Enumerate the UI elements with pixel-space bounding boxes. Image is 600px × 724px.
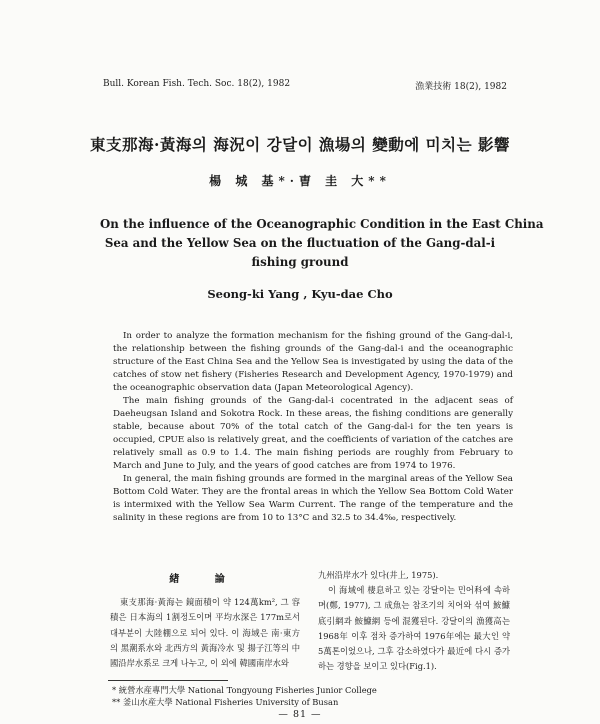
journal-citation-ko: 漁業技術 18(2), 1982 xyxy=(415,82,507,92)
body-paragraph: 東支那海·黃海는 鏡面積이 약 124萬km², 그 容積은 日本海의 1割정도이며 平均水深은 177m로서 대부분이 大陸棚으로 되어 있다. 이 海域은 南·東方의 黑潮系水와 北西方의 黃海冷水 및 揚子江等의 中國沿岸水系로 크게 나누고, 이 외에 韓國南岸水와 xyxy=(110,597,300,669)
footnotes xyxy=(112,684,377,708)
page-number: — 81 — xyxy=(278,709,322,720)
title-english-line: Sea and the Yellow Sea on the fluctuation of the Gang-dal-i xyxy=(104,236,496,250)
abstract-paragraph: In order to analyze the formation mechanism for the fishing ground of the Gang-dal-i, the relationship between the fishing grounds of the Gang-dal-i and the oceanographic structure of the East China Sea and the Yellow Sea is investigated by using the data of the catches of stow net fishery (Fisheries Research and Development Agency, 1970-1979) and the oceanographic observation data (Japan Meteorological Agency). xyxy=(113,331,513,393)
body-column-left xyxy=(110,568,300,671)
body-column-right xyxy=(318,568,510,674)
body-paragraph: 九州沿岸水가 있다(井上, 1975). xyxy=(318,570,439,580)
footnote-divider xyxy=(108,680,228,681)
footnote: ** 釜山水産大學 National Fisheries University of Busan xyxy=(112,697,339,707)
title-english-line: fishing ground xyxy=(251,255,349,269)
title-korean: 東支那海·黃海의 海況이 강달이 漁場의 變動에 미치는 影響 xyxy=(89,135,510,154)
body-paragraph: 이 海域에 棲息하고 있는 강달이는 민어科에 속하며(鄭, 1977), 그 成魚는 참조기의 치어와 섞여 鮟鱇底引網과 鮟鱇網 등에 混獲된다. 강달이의 漁獲高는 1968年 이후 점차 증가하여 1976年에는 最大인 약 5萬톤이었으나, 그후 감소하였다가 最近에 다시 증가하는 경향을 보이고 있다(Fig.1). xyxy=(318,585,510,672)
title-english xyxy=(100,215,544,272)
abstract-paragraph: The main fishing grounds of the Gang-dal-i cocentrated in the adjacent seas of Daeheugsan Island and Sokotra Rock. In these areas, the fishing conditions are generally stable, because about 70% of the total catch of the Gang-dal-i for the ten years is occupied, CPUE also is relatively great, and the coefficients of variation of the catches are relatively small as 0.9 to 1.4. The main fishing periods are roughly from February to March and June to July, and the years of good catches are from 1974 to 1976. xyxy=(113,396,513,471)
title-english-line: On the influence of the Oceanographic Condition in the East China xyxy=(100,217,544,231)
journal-citation-en: Bull. Korean Fish. Tech. Soc. 18(2), 1982 xyxy=(103,79,291,89)
authors-korean: 楊 城 基*·曺 圭 大** xyxy=(209,174,391,188)
section-heading: 緖 論 xyxy=(169,574,241,585)
footnote: * 統營水産專門大學 National Tongyoung Fisheries Junior College xyxy=(112,685,377,695)
abstract xyxy=(113,330,513,525)
authors-english: Seong-ki Yang , Kyu-dae Cho xyxy=(207,287,393,301)
abstract-paragraph: In general, the main fishing grounds are formed in the marginal areas of the Yellow Sea Bottom Cold Water. They are the frontal areas in which the Yellow Sea Bottom Cold Water is intermixed with the Yellow Sea Warm Current. The range of the temperature and the salinity in these regions are from 10 to 13°C and 32.5 to 34.4‰, respectively. xyxy=(113,474,513,523)
